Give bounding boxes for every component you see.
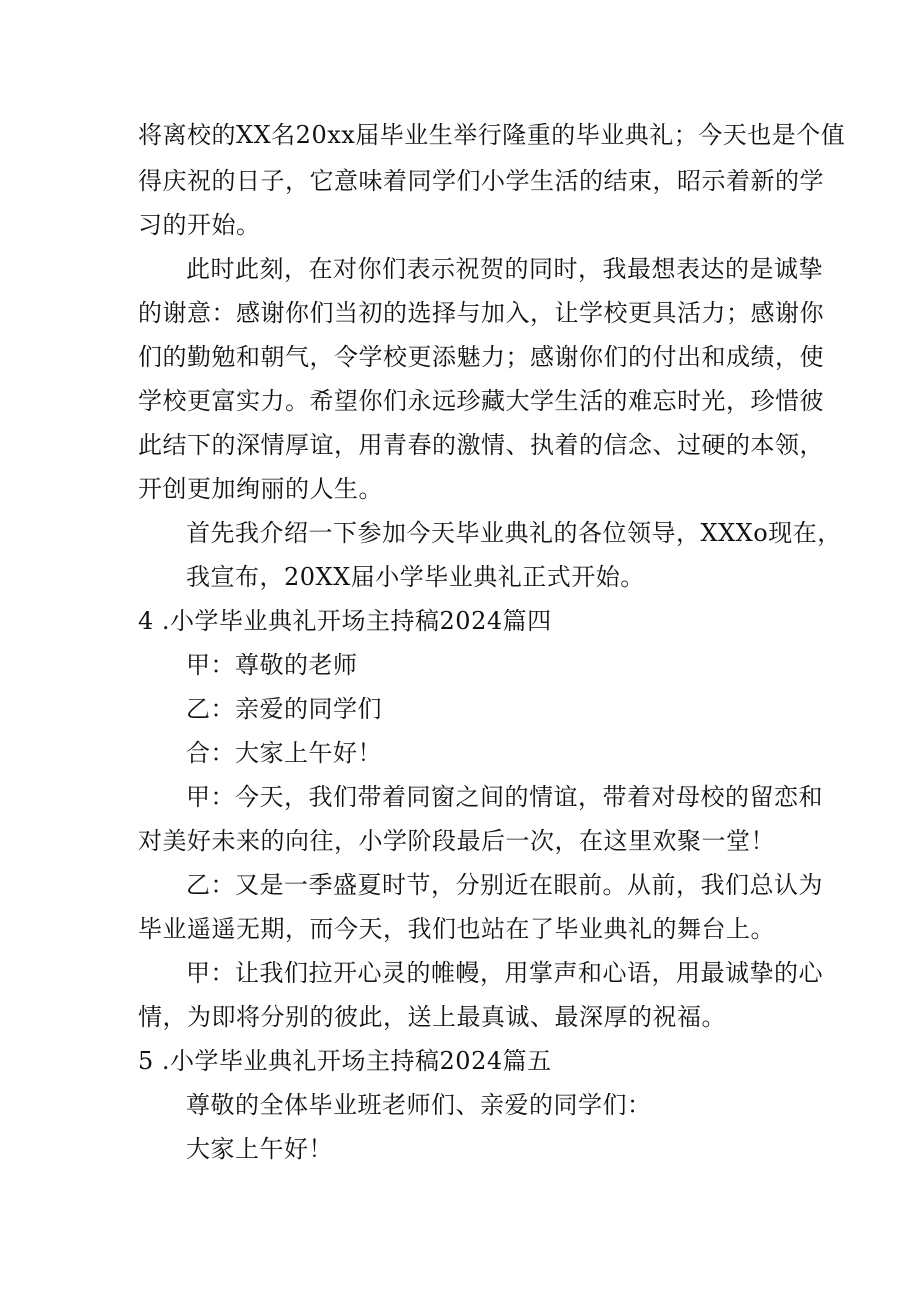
body-text-line: 习的开始。 (138, 211, 261, 239)
dialogue-line: 对美好未来的向往，小学阶段最后一次，在这里欢聚一堂！ (138, 827, 775, 855)
body-text-line: 将离校的XX名20xx届毕业生举行隆重的毕业典礼；今天也是个值 (138, 121, 846, 149)
section-heading: 4 .小学毕业典礼开场主持稿2024篇四 (138, 607, 552, 635)
dialogue-line: 毕业遥遥无期，而今天，我们也站在了毕业典礼的舞台上。 (138, 915, 775, 943)
body-text-line: 此结下的深情厚谊，用青春的激情、执着的信念、过硬的本领， (138, 431, 824, 459)
dialogue-line: 合：大家上午好！ (186, 739, 382, 767)
body-text-line: 们的勤勉和朝气，令学校更添魅力；感谢你们的付出和成绩，使 (138, 343, 824, 371)
body-text-line: 得庆祝的日子，它意味着同学们小学生活的结束，昭示着新的学 (138, 167, 824, 195)
body-text-line: 大家上午好！ (186, 1135, 333, 1163)
dialogue-line: 甲：让我们拉开心灵的帷幔，用掌声和心语，用最诚挚的心 (186, 959, 823, 987)
dialogue-line: 甲：尊敬的老师 (186, 651, 358, 679)
body-text-line: 学校更富实力。希望你们永远珍藏大学生活的难忘时光，珍惜彼 (138, 387, 824, 415)
dialogue-line: 乙：亲爱的同学们 (186, 695, 382, 723)
body-text-line: 开创更加绚丽的人生。 (138, 475, 383, 503)
section-heading: 5 .小学毕业典礼开场主持稿2024篇五 (138, 1047, 552, 1075)
dialogue-line: 乙：又是一季盛夏时节，分别近在眼前。从前，我们总认为 (186, 871, 823, 899)
body-text-line: 首先我介绍一下参加今天毕业典礼的各位领导，XXXo现在， (186, 519, 842, 547)
body-text-line: 尊敬的全体毕业班老师们、亲爱的同学们： (186, 1091, 652, 1119)
dialogue-line: 情，为即将分别的彼此，送上最真诚、最深厚的祝福。 (138, 1003, 726, 1031)
body-text-line: 的谢意：感谢你们当初的选择与加入，让学校更具活力；感谢你 (138, 299, 824, 327)
dialogue-line: 甲：今天，我们带着同窗之间的情谊，带着对母校的留恋和 (186, 783, 823, 811)
body-text-line: 此时此刻，在对你们表示祝贺的同时，我最想表达的是诚挚 (186, 255, 823, 283)
body-text-line: 我宣布，20XX届小学毕业典礼正式开始。 (186, 563, 645, 591)
